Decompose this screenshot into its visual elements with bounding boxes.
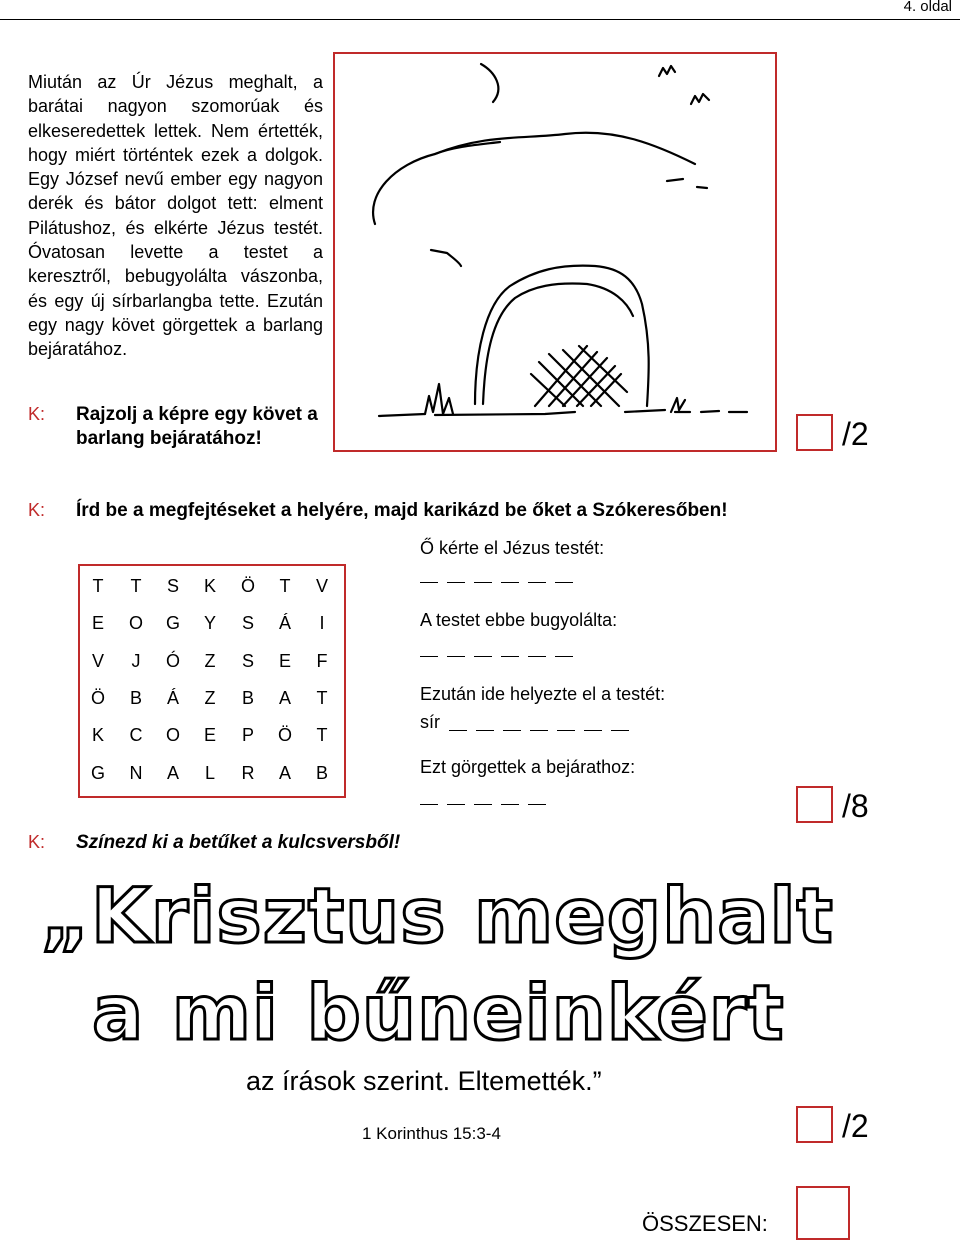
grid-letter[interactable]: O — [128, 613, 143, 633]
task1-score: /2 — [842, 416, 869, 452]
grid-letter[interactable]: S — [241, 613, 254, 633]
total-label: ÖSSZESEN: — [642, 1211, 768, 1236]
grid-letter[interactable]: T — [92, 576, 104, 596]
story-text: Miután az Úr Jézus meghalt, a barátai nagyon szomorúak és elkeseredettek lettek. Nem értették, hogy miért történtek ezek a dolgok. Egy József nevű ember egy nagyon derék és bátor dolgot tett: elment Pilátushoz, és elkérte Jézus testét. Óvatosan levette a testet a keresztről, bebugyolálta vászonba, és egy új sírbarlangba tette. Ezután egy nagy követ görgettek a barlang bejáratához. — [28, 72, 323, 360]
grid-letter[interactable]: C — [129, 725, 143, 745]
task3-instruction: Színezd ki a betűket a kulcsversből! — [76, 832, 401, 853]
task3-score-box[interactable] — [796, 1106, 833, 1143]
grid-letter[interactable]: Z — [204, 688, 216, 708]
verse-line1[interactable]: „Krisztus meghalt — [40, 871, 834, 960]
grid-letter[interactable]: E — [278, 651, 291, 671]
grid-letter[interactable]: A — [278, 688, 291, 708]
verse-line2[interactable]: a mi bűneinkért — [92, 968, 785, 1057]
grid-letter[interactable]: N — [129, 763, 143, 783]
grid-letter[interactable]: I — [319, 613, 325, 633]
grid-letter[interactable]: K — [203, 576, 216, 596]
grid-letter[interactable]: T — [316, 688, 328, 708]
header-rule — [0, 19, 960, 20]
task1-marker: K: — [28, 404, 46, 424]
page-number: 4. oldal — [903, 0, 952, 15]
grid-letter[interactable]: A — [278, 763, 291, 783]
grid-letter[interactable]: R — [241, 763, 255, 783]
grid-letter[interactable]: E — [203, 725, 216, 745]
grid-letter[interactable]: Ö — [240, 576, 255, 596]
answer2-blanks[interactable] — [420, 656, 573, 657]
grid-letter[interactable]: A — [166, 763, 179, 783]
answer3-blanks[interactable] — [449, 730, 629, 731]
grid-letter[interactable]: B — [241, 688, 254, 708]
answer4-blanks[interactable] — [420, 804, 546, 805]
question4-label: Ezt görgettek a bejárathoz: — [420, 757, 636, 777]
grid-letter[interactable]: B — [315, 763, 328, 783]
word-search-grid[interactable] — [78, 564, 346, 798]
grid-letter[interactable]: Á — [166, 688, 179, 708]
tomb-drawing-frame[interactable] — [333, 52, 777, 452]
grid-letter[interactable]: K — [91, 725, 104, 745]
answer1-blanks[interactable] — [420, 582, 573, 583]
task1-line2: barlang bejáratához! — [76, 428, 262, 449]
grid-letter[interactable]: Ö — [277, 725, 292, 745]
grid-letter[interactable]: O — [165, 725, 180, 745]
verse-line3: az írások szerint. Eltemették.” — [246, 1066, 602, 1096]
grid-letter[interactable]: Ö — [90, 688, 105, 708]
question2-label: A testet ebbe bugyolálta: — [420, 610, 618, 630]
total-score-box[interactable] — [796, 1186, 850, 1240]
task1-line1: Rajzolj a képre egy követ a — [76, 404, 318, 425]
task1-score-box[interactable] — [796, 414, 833, 451]
grid-letter[interactable]: Z — [204, 651, 216, 671]
grid-letter[interactable]: S — [241, 651, 254, 671]
question1-label: Ő kérte el Jézus testét: — [420, 538, 605, 558]
grid-letter[interactable]: E — [91, 613, 104, 633]
task2-score-box[interactable] — [796, 786, 833, 823]
grid-letter[interactable]: V — [315, 576, 328, 596]
grid-letter[interactable]: T — [279, 576, 291, 596]
grid-letter[interactable]: P — [241, 725, 254, 745]
grid-letter[interactable]: V — [91, 651, 104, 671]
grid-letter[interactable]: G — [165, 613, 180, 633]
grid-letter[interactable]: B — [129, 688, 142, 708]
task2-marker: K: — [28, 500, 46, 520]
grid-letter[interactable]: J — [131, 651, 141, 671]
question3-prefix: sír — [420, 712, 440, 732]
grid-letter[interactable]: Y — [203, 613, 216, 633]
grid-letter[interactable]: Ó — [165, 651, 180, 671]
grid-letter[interactable]: G — [90, 763, 105, 783]
tomb-drawing — [335, 54, 775, 450]
grid-letter[interactable]: S — [166, 576, 179, 596]
grid-letter[interactable]: T — [316, 725, 328, 745]
grid-letter[interactable]: F — [316, 651, 328, 671]
grid-letter[interactable]: T — [130, 576, 142, 596]
task2-instruction: Írd be a megfejtéseket a helyére, majd karikázd be őket a Szókeresőben! — [76, 500, 728, 521]
verse-reference: 1 Korinthus 15:3-4 — [362, 1124, 501, 1143]
question3-label: Ezután ide helyezte el a testét: — [420, 684, 666, 704]
task3-score: /2 — [842, 1108, 869, 1144]
task2-score: /8 — [842, 788, 869, 824]
task3-marker: K: — [28, 832, 46, 852]
grid-letter[interactable]: L — [204, 763, 215, 783]
grid-letter[interactable]: Á — [278, 613, 291, 633]
